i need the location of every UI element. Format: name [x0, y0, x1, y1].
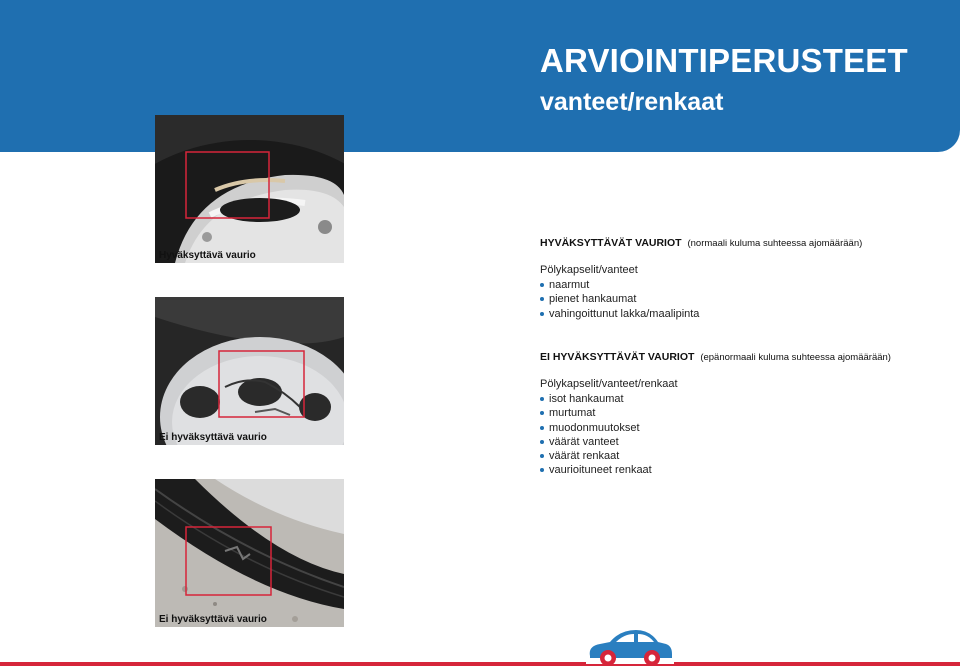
list-item: naarmut [540, 278, 940, 292]
photo-acceptable-damage [155, 115, 344, 263]
list-item: vaurioituneet renkaat [540, 463, 940, 477]
photo-caption: Ei hyväksyttävä vaurio [159, 614, 267, 625]
unacceptable-note: (epänormaali kuluma suhteessa ajomäärään) [700, 352, 891, 363]
bullet-icon [540, 312, 544, 316]
bullet-icon [540, 411, 544, 415]
bullet-icon [540, 283, 544, 287]
bullet-icon [540, 468, 544, 472]
bullet-icon [540, 397, 544, 401]
list-item: muodonmuutokset [540, 421, 940, 435]
photo-caption: Hyväksyttävä vaurio [159, 250, 256, 261]
list-item: vahingoittunut lakka/maalipinta [540, 307, 940, 321]
list-item: väärät vanteet [540, 435, 940, 449]
unacceptable-heading [540, 351, 940, 363]
photo-caption: Ei hyväksyttävä vaurio [159, 432, 267, 443]
acceptable-category: Pölykapselit/vanteet [540, 264, 638, 276]
tire-photo-3 [155, 479, 344, 627]
list-item: isot hankaumat [540, 392, 940, 406]
list-item: murtumat [540, 406, 940, 420]
unacceptable-damage-section [540, 351, 940, 478]
unacceptable-heading-text: EI HYVÄKSYTTÄVÄT VAURIOT [540, 351, 695, 363]
acceptable-heading-text: HYVÄKSYTTÄVÄT VAURIOT [540, 237, 682, 249]
car-icon [586, 624, 674, 668]
bullet-icon [540, 426, 544, 430]
list-item: pienet hankaumat [540, 292, 940, 306]
bullet-icon [540, 297, 544, 301]
bullet-icon [540, 454, 544, 458]
photo-unacceptable-damage-1 [155, 297, 344, 445]
acceptable-damage-section [540, 237, 940, 321]
list-item: väärät renkaat [540, 449, 940, 463]
page-subtitle: vanteet/renkaat [540, 88, 724, 116]
page-title: ARVIOINTIPERUSTEET [540, 42, 908, 79]
acceptable-note: (normaali kuluma suhteessa ajomäärään) [687, 238, 863, 249]
bullet-icon [540, 440, 544, 444]
wheel-photo-1 [155, 115, 344, 263]
acceptable-heading [540, 237, 940, 249]
photo-unacceptable-damage-2 [155, 479, 344, 627]
footer-red-line [0, 662, 960, 666]
unacceptable-list [540, 392, 940, 478]
acceptable-list [540, 278, 940, 321]
header-band [0, 0, 960, 152]
unacceptable-category: Pölykapselit/vanteet/renkaat [540, 378, 678, 390]
wheel-photo-2 [155, 297, 344, 445]
